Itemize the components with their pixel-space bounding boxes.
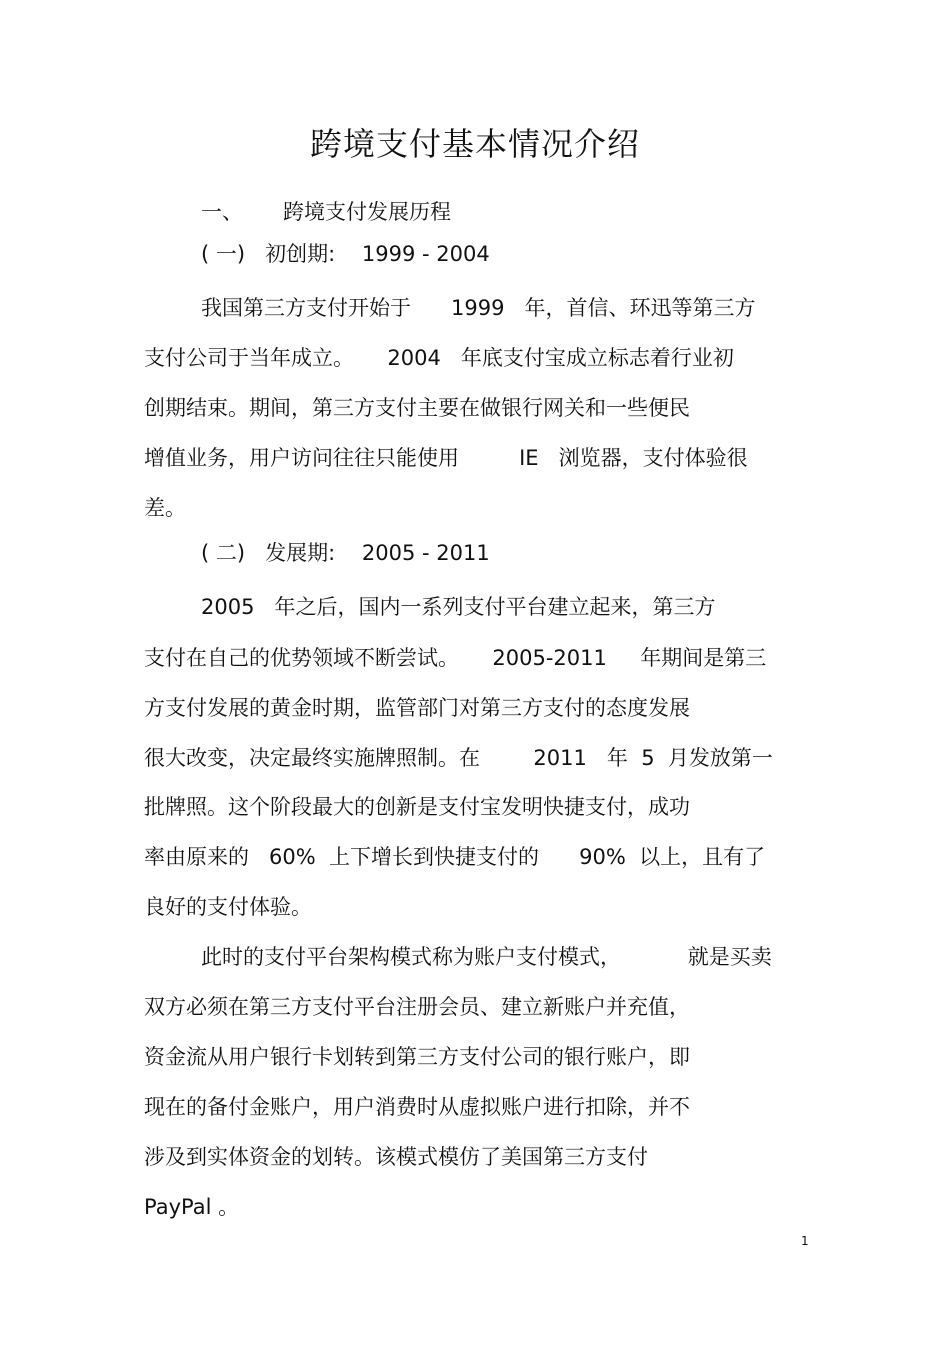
paragraph-line: 创期结束。期间，第三方支付主要在做银行网关和一些便民 <box>144 396 690 420</box>
paragraph-line: PayPal 。 <box>144 1195 240 1219</box>
paragraph-line: 增值业务，用户访问往往只能使用 IE 浏览器，支付体验很 <box>144 446 748 470</box>
document-title: 跨境支付基本情况介绍 <box>309 125 640 163</box>
paragraph-line: 资金流从用户银行卡划转到第三方支付公司的银行账户，即 <box>144 1045 690 1069</box>
subsection-heading-initial-period: ( 一) 初创期: 1999 - 2004 <box>201 242 490 266</box>
paragraph-line: 良好的支付体验。 <box>144 895 312 919</box>
paragraph-line: 现在的备付金账户，用户消费时从虚拟账户进行扣除，并不 <box>144 1095 690 1119</box>
paragraph-line: 我国第三方支付开始于 1999 年，首信、环迅等第三方 <box>201 296 756 320</box>
paragraph-line: 差。 <box>144 496 186 520</box>
paragraph-line: 批牌照。这个阶段最大的创新是支付宝发明快捷支付，成功 <box>144 795 690 819</box>
page-number: 1 <box>801 1234 809 1248</box>
paragraph-line: 支付公司于当年成立。 2004 年底支付宝成立标志着行业初 <box>144 346 734 370</box>
paragraph-line: 方支付发展的黄金时期，监管部门对第三方支付的态度发展 <box>144 696 690 720</box>
section-heading: 一、 跨境支付发展历程 <box>201 200 452 224</box>
paragraph-line: 涉及到实体资金的划转。该模式模仿了美国第三方支付 <box>144 1145 648 1169</box>
paragraph-line: 2005 年之后，国内一系列支付平台建立起来，第三方 <box>201 595 716 619</box>
paragraph-line: 此时的支付平台架构模式称为账户支付模式， 就是买卖 <box>201 945 772 969</box>
paragraph-line: 支付在自己的优势领域不断尝试。 2005-2011 年期间是第三 <box>144 646 767 670</box>
paragraph-line: 双方必须在第三方支付平台注册会员、建立新账户并充值， <box>144 995 690 1019</box>
paragraph-line: 很大改变，决定最终实施牌照制。在 2011 年 5 月发放第一 <box>144 746 773 770</box>
paragraph-line: 率由原来的 60% 上下增长到快捷支付的 90% 以上，且有了 <box>144 845 766 869</box>
subsection-heading-development-period: ( 二) 发展期: 2005 - 2011 <box>201 541 490 565</box>
